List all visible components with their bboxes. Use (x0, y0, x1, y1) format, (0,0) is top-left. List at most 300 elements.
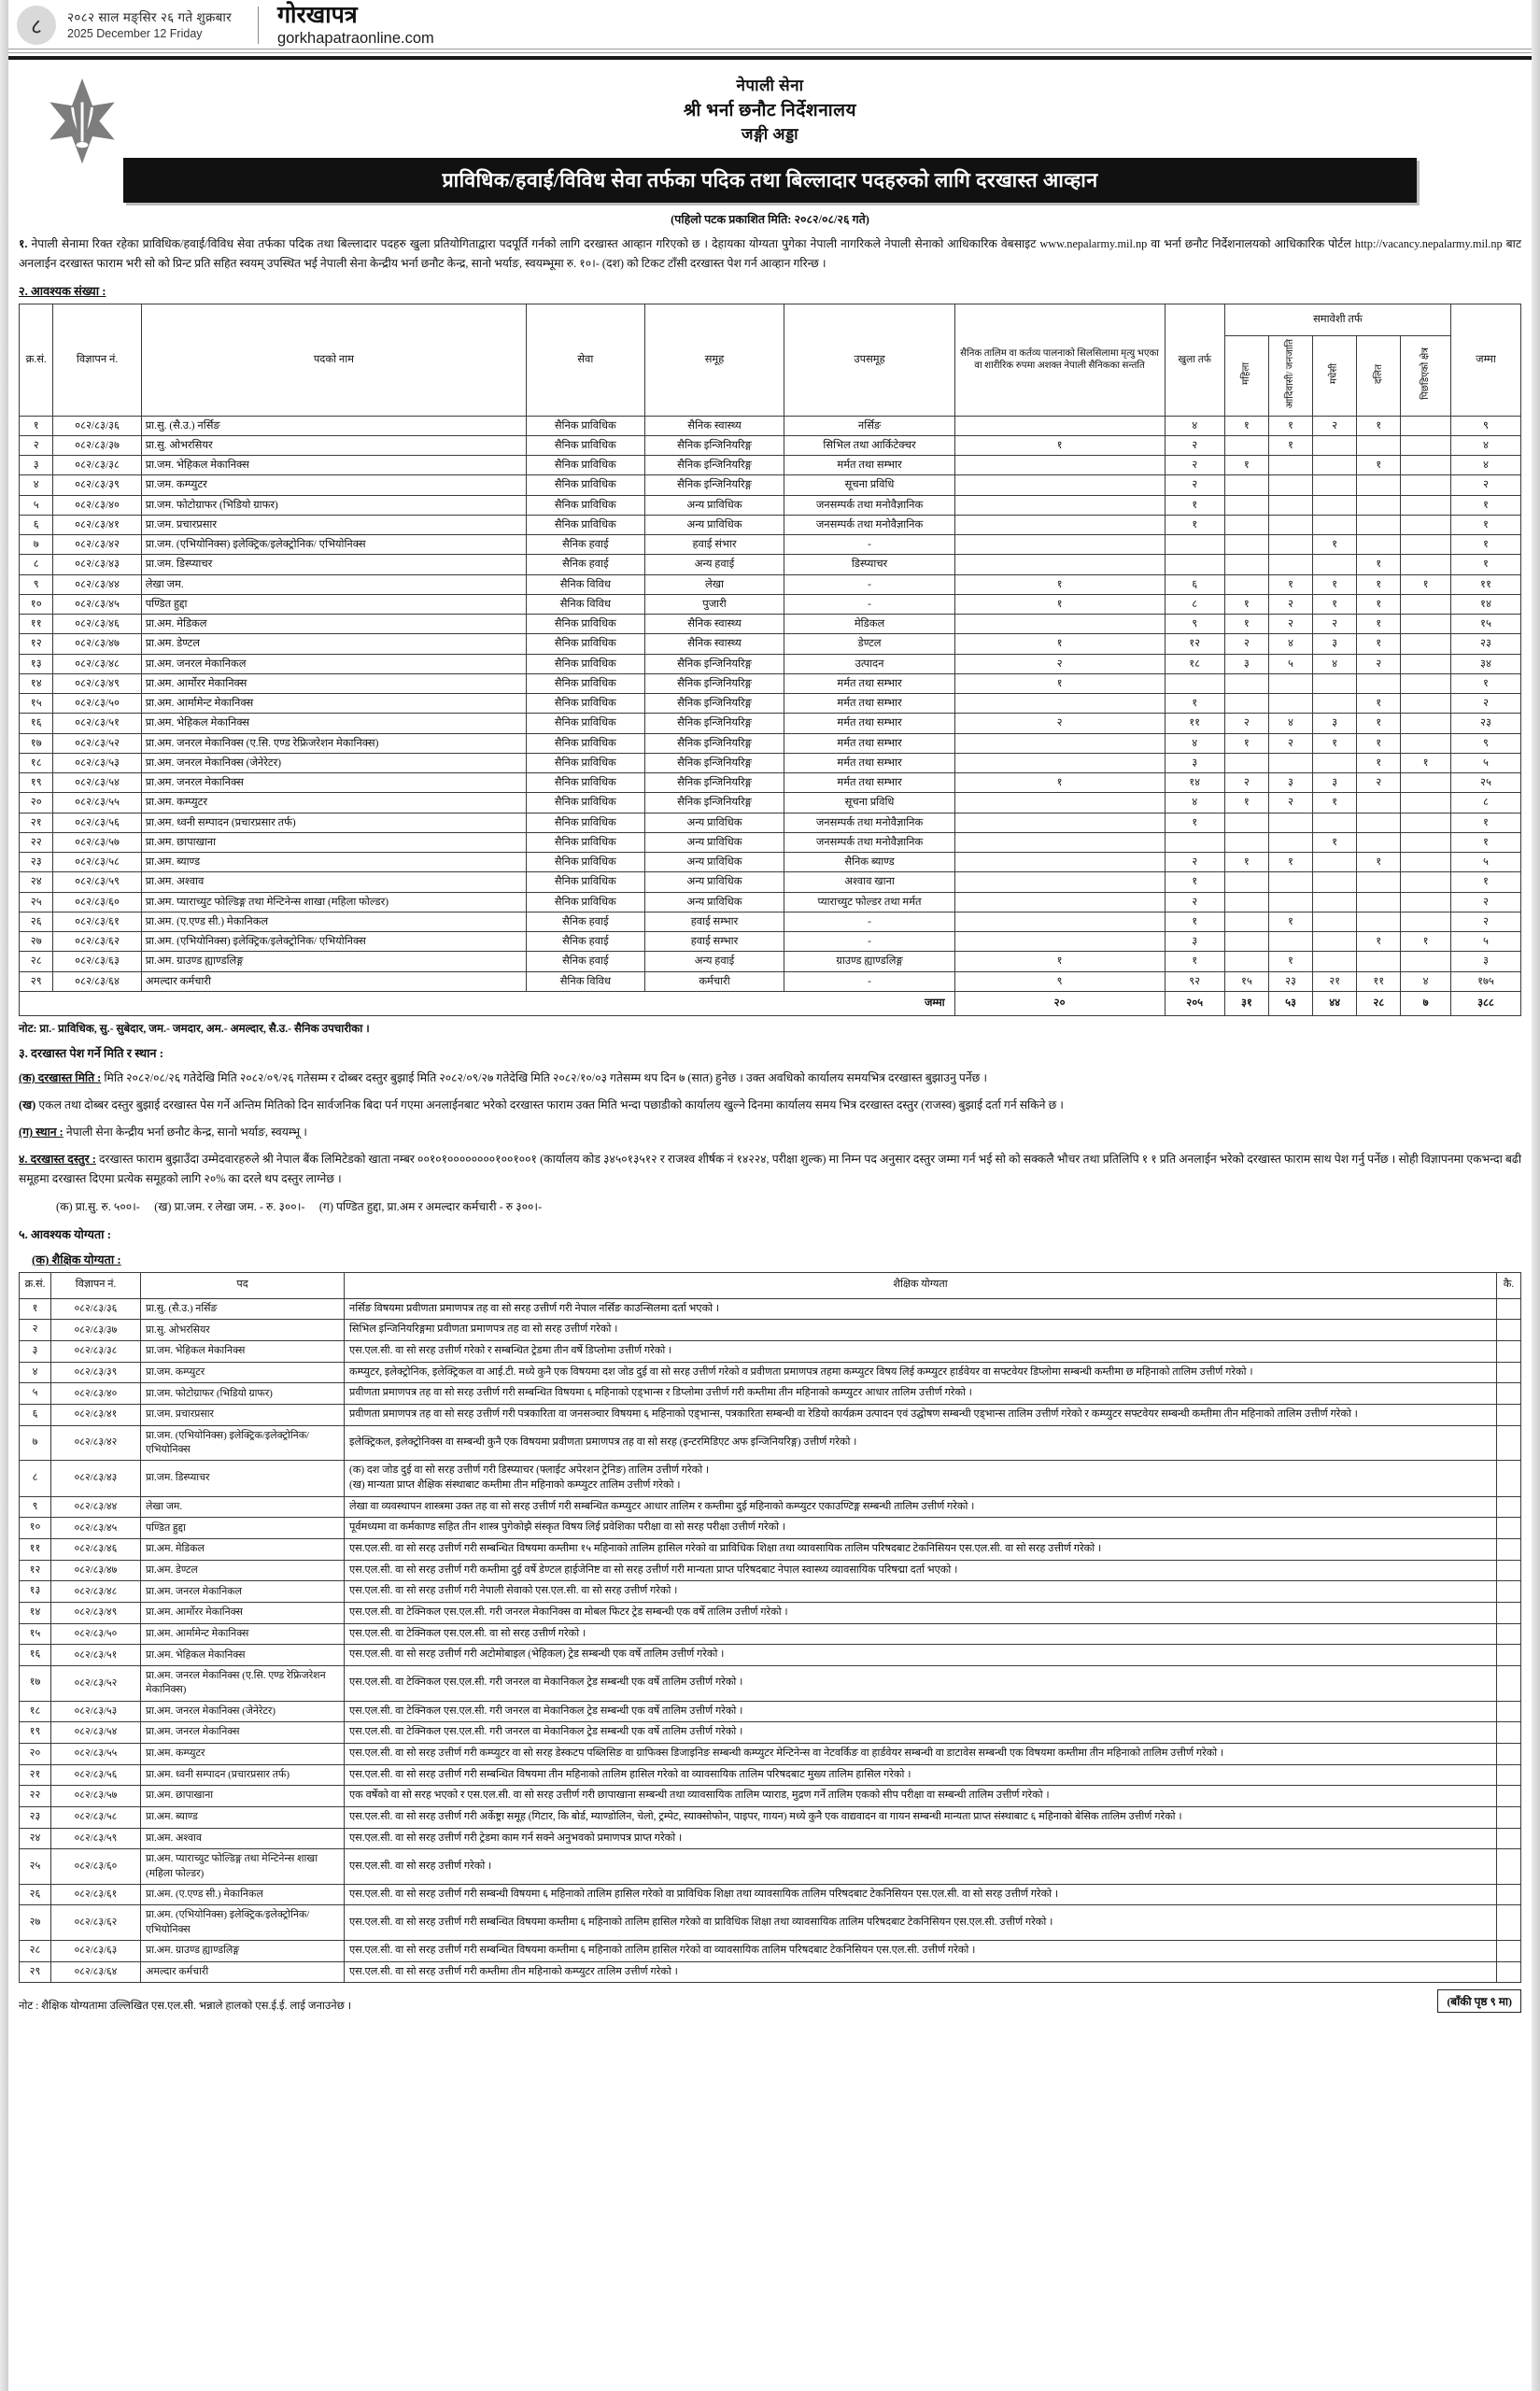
cell-advert-no: ०८२/८३/५८ (51, 1806, 141, 1828)
table-row (20, 456, 1521, 475)
cell-backward-quota (1401, 813, 1451, 832)
cell-subgroup: - (784, 535, 954, 555)
table-row (20, 892, 1521, 912)
cell-female-quota (1224, 832, 1268, 852)
th-inclusive-dalit (1357, 336, 1401, 417)
org-line-2: श्री भर्ना छनौट निर्देशनालय (683, 100, 857, 120)
cell-martyr-quota (954, 615, 1165, 634)
nepal-army-emblem (39, 77, 125, 166)
cell-subgroup: - (784, 912, 954, 931)
cell-martyr-quota: १ (954, 673, 1165, 693)
cell-dalit-quota: ११ (1357, 971, 1401, 991)
cell-subgroup: अश्वाव खाना (784, 872, 954, 892)
cell-post-name: प्रा.अम. जनरल मेकानिक्स (ए.सि. एण्ड रेफ्रिजरेशन मेकानिक्स) (141, 733, 526, 753)
table-row (20, 1298, 1521, 1320)
cell-post-name: प्रा.अम. (एभियोनिक्स) इलेक्ट्रिक/इलेक्ट्रोनिक/ एभियोनिक्स (141, 932, 526, 952)
table-row (20, 1701, 1521, 1722)
cell-dalit-quota: १ (1357, 694, 1401, 714)
cell-backward-quota: १ (1401, 932, 1451, 952)
cell-sn: १४ (20, 673, 53, 693)
cell-open-quota (1165, 832, 1224, 852)
cell-female-quota (1224, 872, 1268, 892)
cell-qualification (345, 1320, 1497, 1341)
th-advert-no: विज्ञापन नं. (53, 304, 141, 417)
cell-post: प्रा.अम. जनरल मेकानिक्स (ए.सि. एण्ड रेफ्रिजरेशन मेकानिक्स) (141, 1666, 345, 1702)
th-inclusive-dalit-label: दलित (1373, 363, 1384, 384)
qth-remark: कै. (1497, 1272, 1521, 1298)
cell-adivasi-quota: १ (1268, 574, 1312, 594)
th-inclusive-madhesi-label: मधेसी (1329, 363, 1340, 385)
cell-backward-quota (1401, 495, 1451, 515)
cell-advert-no: ०८२/८३/३६ (53, 416, 141, 435)
cell-service: सैनिक प्राविधिक (527, 793, 644, 813)
cell-subgroup: मर्मत तथा सम्भार (784, 753, 954, 772)
qth-sn: क्र.सं. (20, 1272, 51, 1298)
cell-post-name: प्रा.अम. आर्मोरर मेकानिक्स (141, 673, 526, 693)
table-row (20, 1905, 1521, 1941)
cell-total: १४ (1450, 594, 1520, 614)
cell-group: अन्य हवाई (644, 952, 784, 971)
cell-group: सैनिक इन्जिनियरिङ्ग (644, 435, 784, 455)
cell-advert-no: ०८२/८३/५३ (51, 1701, 141, 1722)
section-3-c-label: (ग) स्थान : (19, 1125, 64, 1139)
cell-adivasi-quota: २ (1268, 615, 1312, 634)
table-row (20, 535, 1521, 555)
cell-advert-no: ०८२/८३/५९ (53, 872, 141, 892)
cell-martyr-quota: १ (954, 435, 1165, 455)
cell-group: पुजारी (644, 594, 784, 614)
cell-post: प्रा.सु. ओभरसियर (141, 1320, 345, 1341)
cell-dalit-quota: १ (1357, 753, 1401, 772)
advert-headline: प्राविधिक/हवाई/विविध सेवा तर्फका पदिक तथा बिल्लादार पदहरुको लागि दरखास्त आव्हान (123, 158, 1417, 203)
brand-website-url[interactable]: gorkhapatraonline.com (276, 29, 434, 47)
cell-sn: २५ (20, 892, 53, 912)
table-row (20, 495, 1521, 515)
cell-subgroup: जनसम्पर्क तथा मनोवैज्ञानिक (784, 515, 954, 534)
cell-madhesi-quota: १ (1313, 535, 1357, 555)
cell-dalit-quota: १ (1357, 932, 1401, 952)
cell-service: सैनिक प्राविधिक (527, 416, 644, 435)
cell-female-quota (1224, 673, 1268, 693)
cell-dalit-quota (1357, 813, 1401, 832)
cell-advert-no: ०८२/८३/४४ (51, 1496, 141, 1518)
cell-martyr-quota (954, 495, 1165, 515)
cell-open-quota: ६ (1165, 574, 1224, 594)
cell-remark (1497, 1645, 1521, 1666)
qualification-line: नर्सिङ विषयमा प्रवीणता प्रमाणपत्र तह वा सो सरह उत्तीर्ण गरी नेपाल नर्सिङ काउन्सिलमा दर्ता भएको । (349, 1302, 720, 1314)
cell-dalit-quota (1357, 952, 1401, 971)
cell-remark (1497, 1341, 1521, 1363)
cell-backward-quota (1401, 733, 1451, 753)
cell-qualification (345, 1722, 1497, 1744)
cell-adivasi-quota (1268, 495, 1312, 515)
cell-post-name: अमल्दार कर्मचारी (141, 971, 526, 991)
cell-sn: १२ (20, 634, 53, 654)
cell-total: १ (1450, 555, 1520, 574)
cell-subgroup: सूचना प्रविधि (784, 475, 954, 495)
qualification-line: एस.एल.सी. वा सो सरह उत्तीर्ण गरी सम्बन्धित विषयमा कम्तीमा १५ महिनाको तालिम हासिल गरेको वा प्राविधिक शिक्षा तथा व्यावसायिक तालिम परिषदबाट टेकनिसियन एस.एल.सी. वा सो सरह उत्तीर्ण गरेको । (349, 1543, 1102, 1555)
cell-service: सैनिक विविध (527, 971, 644, 991)
cell-sn: १८ (20, 1701, 51, 1722)
cell-open-quota: १ (1165, 495, 1224, 515)
cell-dalit-quota: १ (1357, 634, 1401, 654)
cell-group: लेखा (644, 574, 784, 594)
cell-sn: १३ (20, 654, 53, 673)
th-post-name: पदको नाम (141, 304, 526, 417)
cell-sn: २० (20, 793, 53, 813)
cell-qualification (345, 1645, 1497, 1666)
cell-open-quota: २ (1165, 475, 1224, 495)
cell-advert-no: ०८२/८३/५२ (51, 1666, 141, 1702)
cell-service: सैनिक प्राविधिक (527, 892, 644, 912)
intro-paragraph (19, 234, 1521, 274)
table-row (20, 714, 1521, 733)
cell-advert-no: ०८२/८३/४१ (51, 1405, 141, 1426)
cell-group: अन्य प्राविधिक (644, 813, 784, 832)
cell-open-quota: १ (1165, 515, 1224, 534)
table-row (20, 615, 1521, 634)
cell-advert-no: ०८२/८३/६१ (51, 1884, 141, 1905)
cell-female-quota: १५ (1224, 971, 1268, 991)
cell-adivasi-quota (1268, 932, 1312, 952)
cell-advert-no: ०८२/८३/४७ (51, 1560, 141, 1581)
cell-service: सैनिक हवाई (527, 912, 644, 931)
table-row (20, 1884, 1521, 1905)
cell-qualification (345, 1701, 1497, 1722)
cell-qualification (345, 1623, 1497, 1645)
cell-sn: ९ (20, 1496, 51, 1518)
cell-female-quota: १ (1224, 733, 1268, 753)
cell-post-name: प्रा.अम. ध्वनी सम्पादन (प्रचारप्रसार तर्फ) (141, 813, 526, 832)
cell-madhesi-quota: १ (1313, 733, 1357, 753)
cell-post: प्रा.अम. ब्याण्ड (141, 1806, 345, 1828)
cell-remark (1497, 1560, 1521, 1581)
th-inclusive-adivasi-label: आदिवासी/ जनजाति (1285, 339, 1296, 409)
cell-sn: ११ (20, 1539, 51, 1561)
cell-madhesi-quota (1313, 515, 1357, 534)
cell-group: सैनिक स्वास्थ्य (644, 634, 784, 654)
cell-remark (1497, 1828, 1521, 1849)
total-dalit: २८ (1357, 991, 1401, 1015)
cell-martyr-quota (954, 456, 1165, 475)
cell-total: २ (1450, 475, 1520, 495)
cell-post: लेखा जम. (141, 1496, 345, 1518)
cell-total: १ (1450, 673, 1520, 693)
cell-service: सैनिक प्राविधिक (527, 853, 644, 872)
cell-remark (1497, 1581, 1521, 1603)
table-row (20, 1764, 1521, 1786)
table-row (20, 912, 1521, 931)
cell-adivasi-quota (1268, 475, 1312, 495)
cell-sn: २९ (20, 971, 53, 991)
cell-remark (1497, 1884, 1521, 1905)
cell-sn: १० (20, 1518, 51, 1539)
cell-advert-no: ०८२/८३/५९ (51, 1828, 141, 1849)
cell-sn: ७ (20, 1425, 51, 1461)
cell-remark (1497, 1941, 1521, 1962)
cell-post-name: प्रा.सु. (सै.उ.) नर्सिङ (141, 416, 526, 435)
cell-open-quota: ४ (1165, 733, 1224, 753)
cell-martyr-quota (954, 416, 1165, 435)
cell-subgroup: प्याराच्युट फोल्डर तथा मर्मत (784, 892, 954, 912)
cell-remark (1497, 1298, 1521, 1320)
cell-advert-no: ०८२/८३/५५ (51, 1743, 141, 1764)
cell-female-quota (1224, 932, 1268, 952)
cell-sn: ५ (20, 495, 53, 515)
cell-open-quota: २ (1165, 892, 1224, 912)
cell-advert-no: ०८२/८३/३६ (51, 1298, 141, 1320)
cell-sn: ४ (20, 475, 53, 495)
cell-advert-no: ०८२/८३/४३ (51, 1461, 141, 1496)
cell-advert-no: ०८२/८३/५३ (53, 753, 141, 772)
cell-martyr-quota (954, 535, 1165, 555)
cell-advert-no: ०८२/८३/३७ (51, 1320, 141, 1341)
cell-post: प्रा.अम. (ए.एण्ड सी.) मेकानिकल (141, 1884, 345, 1905)
intro-text-c: बाट अनलाईन दरखास्त फाराम भरी सो को प्रिन्ट प्रति सहित स्वयम् उपस्थित भई नेपाली सेना केन्द्रीय भर्ना छनौट केन्द्र, सानो भर्याङ, स्वयम्भूमा रु. १०।- (दश) को टिकट टाँसी दरखास्त पेश गर्न आव्हान गरिन्छ । (19, 236, 1522, 270)
table-row (20, 475, 1521, 495)
cell-post-name: प्रा.सु. ओभरसियर (141, 435, 526, 455)
table-row (20, 793, 1521, 813)
cell-group: सैनिक इन्जिनियरिङ्ग (644, 714, 784, 733)
cell-qualification (345, 1786, 1497, 1807)
cell-total: ५ (1450, 932, 1520, 952)
cell-advert-no: ०८२/८३/४३ (53, 555, 141, 574)
intro-text-b: वा भर्ना छनौट निर्देशनालयको आधिकारिक पोर्टल (1151, 236, 1351, 250)
cell-subgroup: - (784, 971, 954, 991)
th-open-quota: खुला तर्फ (1165, 304, 1224, 417)
cell-remark (1497, 1666, 1521, 1702)
table-row (20, 1786, 1521, 1807)
cell-total: १ (1450, 535, 1520, 555)
cell-group: अन्य प्राविधिक (644, 853, 784, 872)
cell-service: सैनिक प्राविधिक (527, 773, 644, 793)
organization-header (19, 60, 1521, 147)
cell-post-name: प्रा.अम. आर्मामेन्ट मेकानिक्स (141, 694, 526, 714)
cell-qualification (345, 1743, 1497, 1764)
cell-dalit-quota: १ (1357, 853, 1401, 872)
cell-madhesi-quota: ४ (1313, 654, 1357, 673)
cell-total: २३ (1450, 634, 1520, 654)
cell-group: सैनिक इन्जिनियरिङ्ग (644, 694, 784, 714)
cell-open-quota (1165, 535, 1224, 555)
cell-post: प्रा.अम. मेडिकल (141, 1539, 345, 1561)
fee-praam: (ग) पण्डित हुद्दा, प्रा.अम र अमल्दार कर्मचारी - रु ३००।- (318, 1199, 543, 1213)
cell-madhesi-quota: १ (1313, 574, 1357, 594)
cell-female-quota (1224, 435, 1268, 455)
cell-qualification (345, 1341, 1497, 1363)
cell-group: सैनिक इन्जिनियरिङ्ग (644, 673, 784, 693)
cell-open-quota: १ (1165, 813, 1224, 832)
table-row (20, 1849, 1521, 1885)
th-total: जम्मा (1450, 304, 1520, 417)
qualification-line: एस.एल.सी. वा सो सरह उत्तीर्ण गरेको र सम्बन्धित ट्रेडमा तीन वर्षे डिप्लोमा उत्तीर्ण गरेको । (349, 1345, 672, 1357)
fee-prasu: (क) प्रा.सु. रु. ५००।- (56, 1199, 140, 1213)
cell-advert-no: ०८२/८३/४५ (51, 1518, 141, 1539)
cell-service: सैनिक प्राविधिक (527, 694, 644, 714)
cell-adivasi-quota: १ (1268, 853, 1312, 872)
cell-service: सैनिक प्राविधिक (527, 733, 644, 753)
cell-sn: ४ (20, 1362, 51, 1383)
th-service: सेवा (527, 304, 644, 417)
cell-total: २ (1450, 694, 1520, 714)
qualification-line: एस.एल.सी. वा सो सरह उत्तीर्ण गरी अटोमोबाइल (भेहिकल) ट्रेड सम्बन्धी एक वर्षे तालिम उत्तीर्ण गरेको । (349, 1648, 725, 1661)
cell-service: सैनिक प्राविधिक (527, 456, 644, 475)
cell-post: अमल्दार कर्मचारी (141, 1961, 345, 1983)
cell-group: अन्य प्राविधिक (644, 832, 784, 852)
cell-advert-no: ०८२/८३/३७ (53, 435, 141, 455)
cell-sn: १५ (20, 1623, 51, 1645)
qualification-line: एस.एल.सी. वा सो सरह उत्तीर्ण गरी सम्बन्धित विषयमा तीन महिनाको तालिम हासिल गरेको वा व्यावसायिक तालिम परिषदबाट मुख्य तालिम हासिल गरेको । (349, 1768, 911, 1780)
cell-female-quota (1224, 574, 1268, 594)
cell-subgroup: मर्मत तथा सम्भार (784, 673, 954, 693)
cell-post: प्रा.जम. कम्प्युटर (141, 1362, 345, 1383)
cell-remark (1497, 1461, 1521, 1496)
cell-dalit-quota (1357, 535, 1401, 555)
cell-martyr-quota (954, 733, 1165, 753)
cell-total: १५ (1450, 615, 1520, 634)
cell-open-quota: ४ (1165, 793, 1224, 813)
cell-post: प्रा.अम. आर्मामेन्ट मेकानिक्स (141, 1623, 345, 1645)
cell-total: ४ (1450, 435, 1520, 455)
cell-advert-no: ०८२/८३/५१ (53, 714, 141, 733)
cell-service: सैनिक विविध (527, 594, 644, 614)
table-row (20, 853, 1521, 872)
cell-martyr-quota: १ (954, 952, 1165, 971)
cell-advert-no: ०८२/८३/५६ (51, 1764, 141, 1786)
cell-madhesi-quota (1313, 456, 1357, 475)
qualification-table-body (20, 1298, 1521, 1983)
cell-advert-no: ०८२/८३/४४ (53, 574, 141, 594)
cell-qualification (345, 1666, 1497, 1702)
qualification-line: एस.एल.सी. वा सो सरह उत्तीर्ण गरी ट्रेडमा काम गर्न सक्ने अनुभवको प्रमाणपत्र प्राप्त गरेको । (349, 1832, 683, 1844)
cell-service: सैनिक प्राविधिक (527, 495, 644, 515)
cell-martyr-quota (954, 753, 1165, 772)
cell-madhesi-quota (1313, 495, 1357, 515)
cell-qualification (345, 1905, 1497, 1941)
cell-adivasi-quota (1268, 832, 1312, 852)
total-female: ३१ (1224, 991, 1268, 1015)
cell-remark (1497, 1743, 1521, 1764)
cell-post-name: प्रा.अम. जनरल मेकानिक्स (जेनेरेटर) (141, 753, 526, 772)
cell-sn: २१ (20, 1764, 51, 1786)
cell-post-name: प्रा.अम. जनरल मेकानिक्स (141, 773, 526, 793)
cell-qualification (345, 1518, 1497, 1539)
cell-female-quota: १ (1224, 853, 1268, 872)
cell-backward-quota (1401, 872, 1451, 892)
cell-sn: २२ (20, 832, 53, 852)
cell-female-quota (1224, 495, 1268, 515)
qualification-line: एस.एल.सी. वा सो सरह उत्तीर्ण गरी सम्बन्धित विषयमा कम्तीमा ६ महिनाको तालिम हासिल गरेको वा प्राविधिक शिक्षा तथा व्यावसायिक तालिम परिषदबाट टेकनिसियन एस.एल.सी. उत्तीर्ण गरेको । (349, 1916, 1053, 1928)
cell-qualification (345, 1461, 1497, 1496)
cell-group: सैनिक इन्जिनियरिङ्ग (644, 456, 784, 475)
cell-female-quota (1224, 475, 1268, 495)
cell-service: सैनिक हवाई (527, 952, 644, 971)
cell-post-name: प्रा.अम. अश्वाव (141, 872, 526, 892)
cell-female-quota: १ (1224, 793, 1268, 813)
qualification-line: सिभिल इन्जिनियरिङ्गमा प्रवीणता प्रमाणपत्र तह वा सो सरह उत्तीर्ण गरेको । (349, 1323, 618, 1336)
cell-female-quota (1224, 813, 1268, 832)
section-4-label: ४. दरखास्त दस्तुर : (19, 1153, 96, 1167)
cell-group: हवाई संभार (644, 535, 784, 555)
cell-madhesi-quota: १ (1313, 793, 1357, 813)
cell-martyr-quota (954, 932, 1165, 952)
cell-subgroup: सिभिल तथा आर्किटेक्चर (784, 435, 954, 455)
cell-open-quota: ९२ (1165, 971, 1224, 991)
cell-open-quota: १ (1165, 952, 1224, 971)
intro-url-primary[interactable]: www.nepalarmy.mil.np (1039, 236, 1148, 250)
cell-sn: ८ (20, 1461, 51, 1496)
cell-martyr-quota (954, 832, 1165, 852)
cell-advert-no: ०८२/८३/६२ (51, 1905, 141, 1941)
cell-adivasi-quota: ४ (1268, 634, 1312, 654)
cell-backward-quota (1401, 853, 1451, 872)
cell-subgroup: सूचना प्रविधि (784, 793, 954, 813)
cell-martyr-quota (954, 892, 1165, 912)
cell-post: प्रा.जम. भेहिकल मेकानिक्स (141, 1341, 345, 1363)
cell-dalit-quota: १ (1357, 594, 1401, 614)
cell-sn: ६ (20, 1405, 51, 1426)
qualification-line: प्रवीणता प्रमाणपत्र तह वा सो सरह उत्तीर्ण गरी पत्रकारिता वा जनसञ्चार विषयमा ६ महिनाको एड्भान्स, पत्रकारिता सम्बन्धी वा रेडियो कार्यक्रम उत्पादन एवं उद्घोषण सम्बन्धी एड्भान्स तालिम उत्तीर्ण गरेको र कम्प्युटर सफ्टवेयर सम्बन्धी कम्तीमा तीन महिनाको तालिम उत्तीर्ण गरेको । (349, 1408, 1358, 1421)
cell-subgroup: उत्पादन (784, 654, 954, 673)
table-row (20, 1581, 1521, 1603)
qualification-line: एस.एल.सी. वा सो सरह उत्तीर्ण गरी नेपाली सेवाको एस.एल.सी. वा सो सरह उत्तीर्ण गरेको । (349, 1585, 678, 1597)
cell-post-name: प्रा.अम. प्याराच्युट फोल्डिङ्ग तथा मेन्टिनेन्स शाखा (महिला फोल्डर) (141, 892, 526, 912)
cell-sn: १६ (20, 714, 53, 733)
table-row (20, 1603, 1521, 1624)
cell-advert-no: ०८२/८३/४७ (53, 634, 141, 654)
cell-open-quota: १ (1165, 912, 1224, 931)
cell-post: प्रा.अम. कम्प्युटर (141, 1743, 345, 1764)
cell-advert-no: ०८२/८३/४२ (51, 1425, 141, 1461)
section-3-c (19, 1123, 1521, 1142)
qualification-line: एक वर्षेको वा सो सरह भएको र एस.एल.सी. वा सो सरह उत्तीर्ण गरी छापाखाना सम्बन्धी तथा व्यावसायिक तालिम प्याराड, मुद्रण गर्ने तालिम एकको सीप परीक्षा वा सम्बन्धी तालिम उत्तीर्ण गरेको । (349, 1790, 1050, 1802)
cell-female-quota (1224, 952, 1268, 971)
date-nepali: २०८२ साल मङ्सिर २६ गते शुक्रबार (67, 10, 232, 25)
cell-advert-no: ०८२/८३/३९ (53, 475, 141, 495)
cell-dalit-quota: १ (1357, 416, 1401, 435)
cell-sn: १ (20, 416, 53, 435)
cell-adivasi-quota (1268, 673, 1312, 693)
cell-open-quota: ३ (1165, 932, 1224, 952)
cell-post: प्रा.अम. आर्मोरर मेकानिक्स (141, 1603, 345, 1624)
cell-post: प्रा.अम. जनरल मेकानिक्स (जेनेरेटर) (141, 1701, 345, 1722)
section-2-label-text: २. आवश्यक संख्या : (19, 285, 106, 299)
cell-remark (1497, 1362, 1521, 1383)
cell-group: अन्य प्राविधिक (644, 892, 784, 912)
qth-advert-no: विज्ञापन नं. (51, 1272, 141, 1298)
brand-name-nepali: गोरखापत्र (276, 1, 358, 28)
cell-service: सैनिक प्राविधिक (527, 475, 644, 495)
intro-url-portal[interactable]: http://vacancy.nepalarmy.mil.np (1354, 236, 1503, 250)
cell-adivasi-quota: ४ (1268, 714, 1312, 733)
cell-advert-no: ०८२/८३/५२ (53, 733, 141, 753)
cell-backward-quota (1401, 673, 1451, 693)
cell-advert-no: ०८२/८३/४८ (53, 654, 141, 673)
cell-group: सैनिक इन्जिनियरिङ्ग (644, 793, 784, 813)
qualification-line: एस.एल.सी. वा सो सरह उत्तीर्ण गरी कम्तीमा तीन महिनाको कम्प्युटर तालिम उत्तीर्ण गरेको । (349, 1965, 678, 1977)
cell-remark (1497, 1961, 1521, 1983)
cell-group: सैनिक इन्जिनियरिङ्ग (644, 753, 784, 772)
cell-dalit-quota: १ (1357, 555, 1401, 574)
cell-sn: १५ (20, 694, 53, 714)
cell-open-quota: ८ (1165, 594, 1224, 614)
cell-advert-no: ०८२/८३/३८ (53, 456, 141, 475)
qualification-line: एस.एल.सी. वा सो सरह उत्तीर्ण गरी अर्केष्ट्रा समूह (गिटार, कि बोर्ड, म्याण्डोलिन, चेलो, ट्रम्पेट, स्याक्सोफोन, पाइपर, गायन) मध्ये कुनै एक वाद्यवादन वा गायन सम्बन्धी मान्यता प्राप्त संस्थाबाट ६ महिनाको बेसिक तालिम उत्तीर्ण गरेको । (349, 1810, 1182, 1822)
cell-total: ११ (1450, 574, 1520, 594)
th-inclusive-madhesi (1313, 336, 1357, 417)
total-adivasi: ५३ (1268, 991, 1312, 1015)
cell-subgroup: - (784, 932, 954, 952)
